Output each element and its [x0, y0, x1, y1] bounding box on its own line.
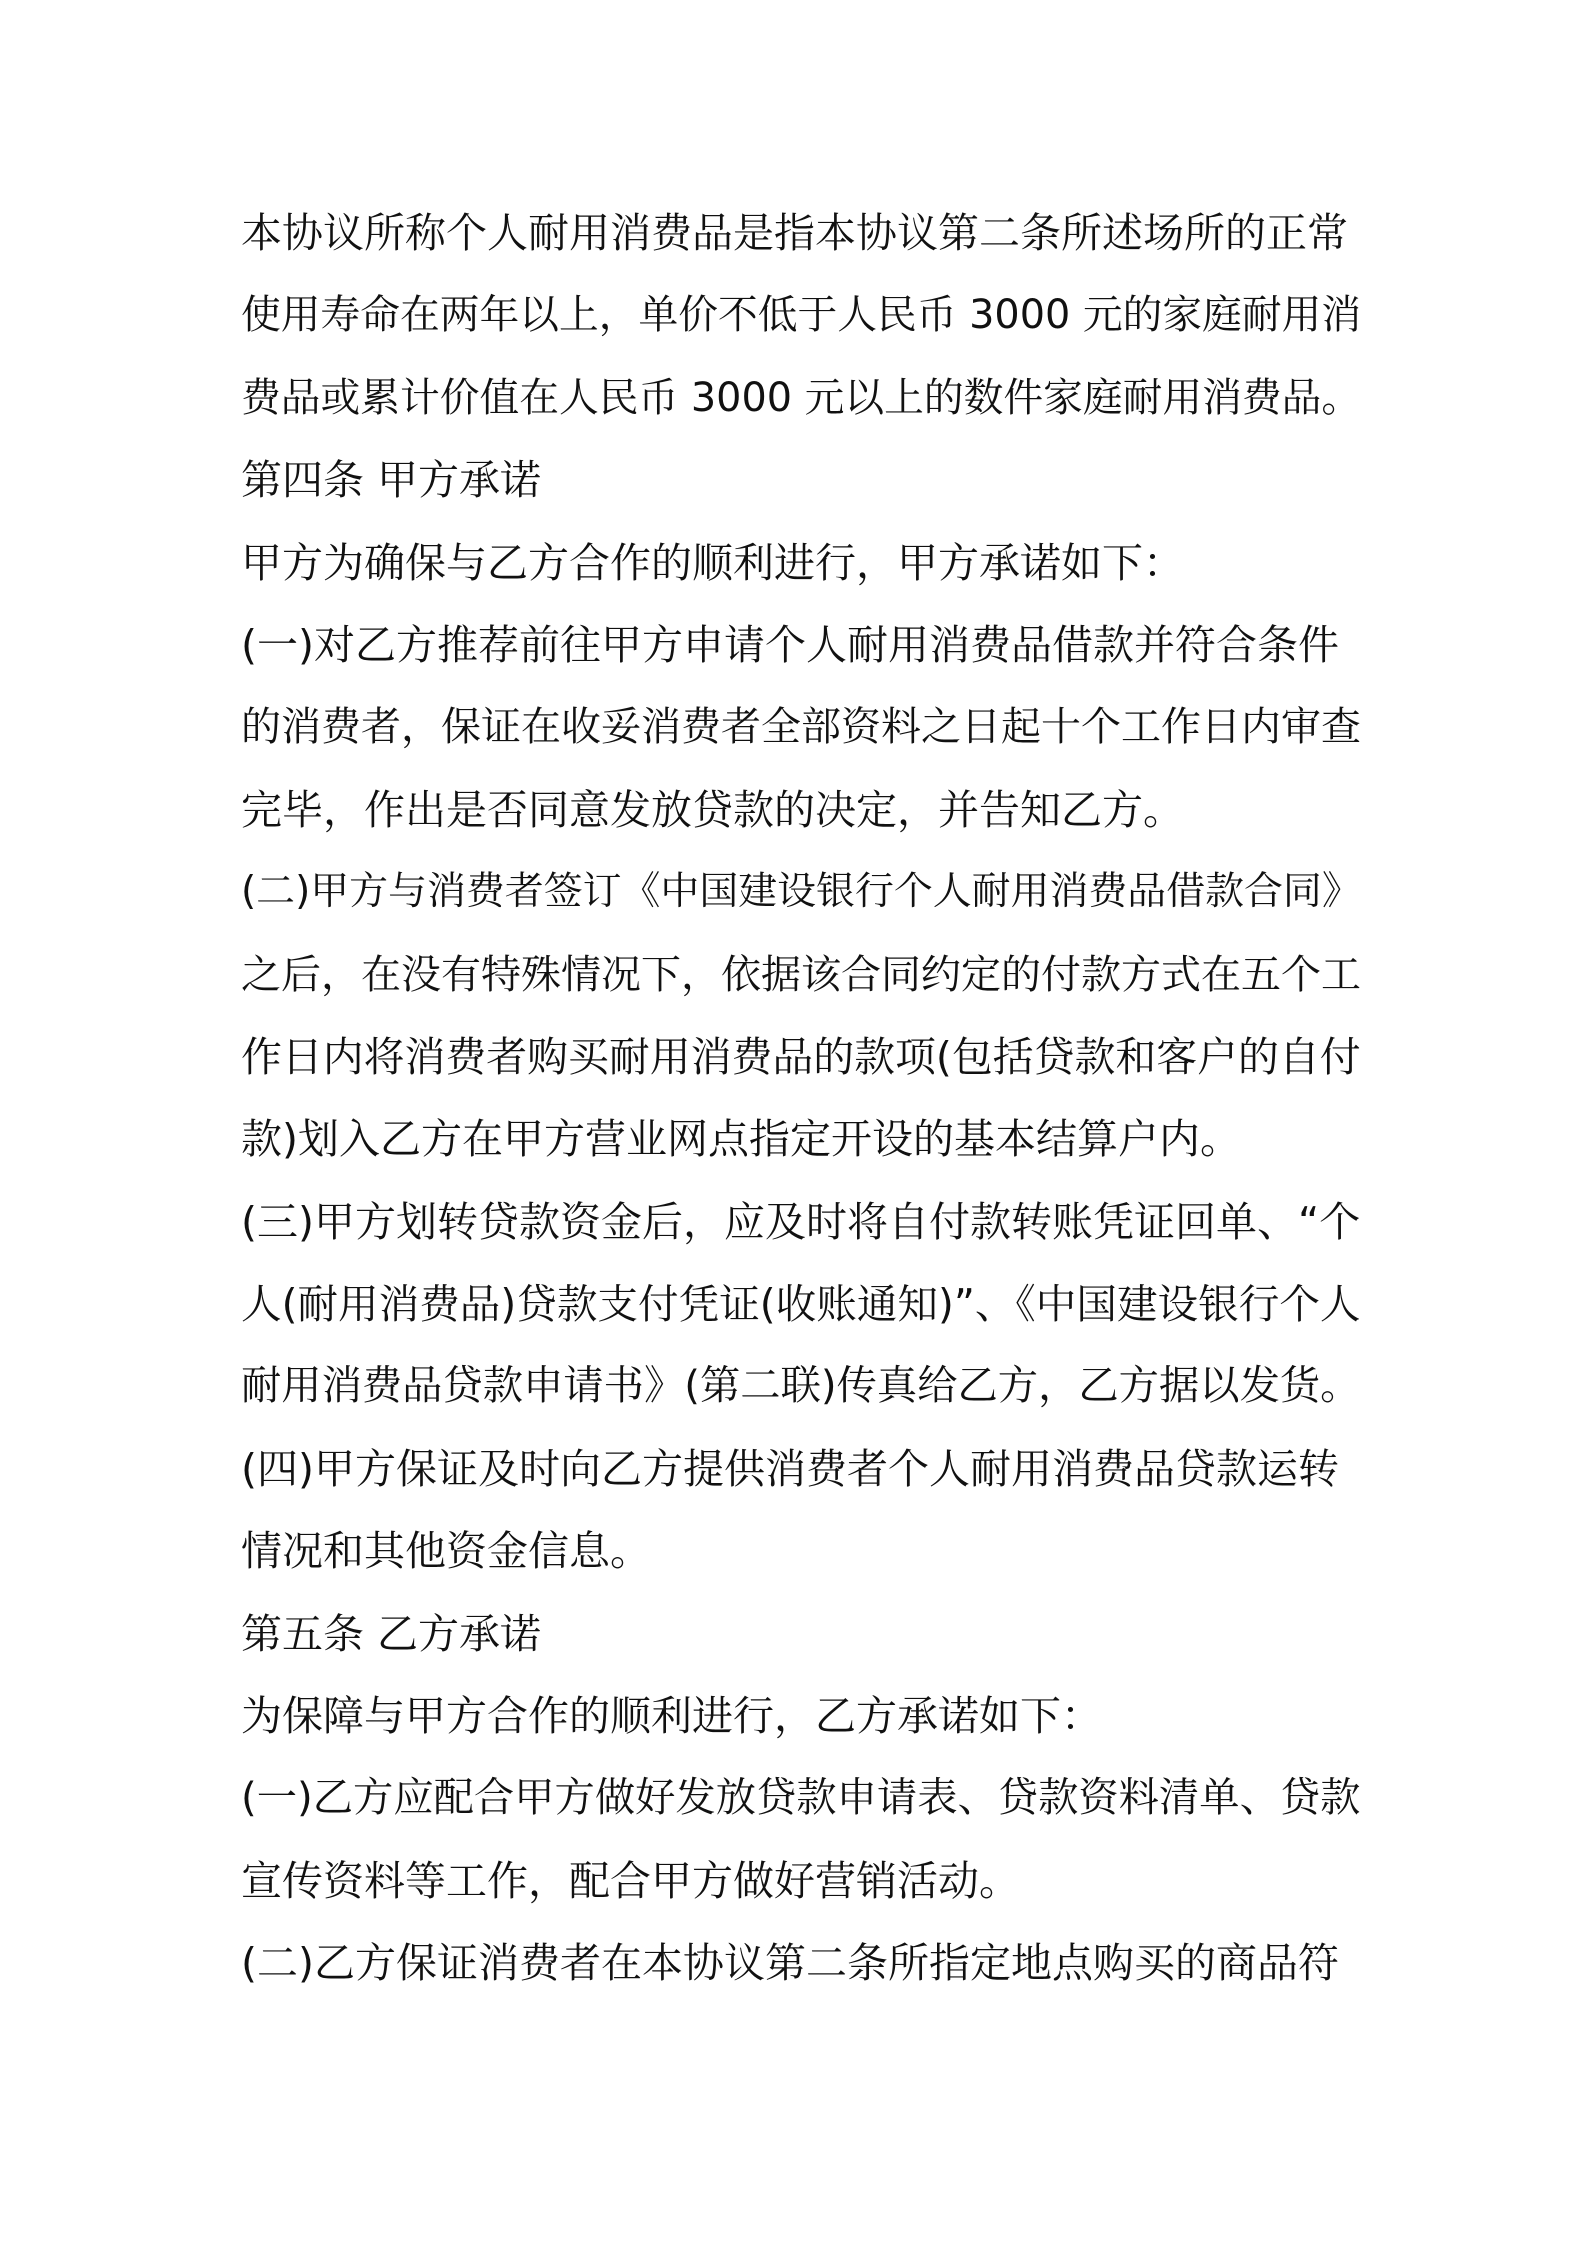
- paragraph-line: 作日内将消费者购买耐用消费品的款项(包括贷款和客户的自付: [241, 1032, 1361, 1081]
- paragraph-line: 完毕，作出是否同意发放贷款的决定，并告知乙方。: [241, 785, 1184, 834]
- paragraph-line: 人(耐用消费品)贷款支付凭证(收账通知)”、《中国建设银行个人: [241, 1280, 1361, 1329]
- paragraph-line: (一)乙方应配合甲方做好发放贷款申请表、贷款资料清单、贷款: [241, 1774, 1361, 1822]
- paragraph-line: 使用寿命在两年以上，单价不低于人民币 3000 元的家庭耐用消: [241, 292, 1362, 339]
- paragraph-line: 甲方为确保与乙方合作的顺利进行，甲方承诺如下：: [241, 538, 1184, 587]
- paragraph-line: (二)甲方与消费者签订《中国建设银行个人耐用消费品借款合同》: [241, 869, 1361, 915]
- paragraph-line: (一)对乙方推荐前往甲方申请个人耐用消费品借款并符合条件: [241, 620, 1339, 669]
- paragraph-line: 之后，在没有特殊情况下，依据该合同约定的付款方式在五个工: [241, 951, 1361, 998]
- paragraph-line: (三)甲方划转贷款资金后，应及时将自付款转账凭证回单、“个: [241, 1197, 1361, 1246]
- paragraph-line: 款)划入乙方在甲方营业网点指定开设的基本结算户内。: [241, 1115, 1241, 1164]
- paragraph-line: 情况和其他资金信息。: [241, 1527, 651, 1576]
- paragraph-line: 费品或累计价值在人民币 3000 元以上的数件家庭耐用消费品。: [241, 374, 1362, 421]
- paragraph-line: 为保障与甲方合作的顺利进行，乙方承诺如下：: [241, 1692, 1102, 1741]
- paragraph-line: (四)甲方保证及时向乙方提供消费者个人耐用消费品贷款运转: [241, 1444, 1339, 1493]
- article-heading: 第四条 甲方承诺: [241, 456, 542, 505]
- paragraph-line: 耐用消费品贷款申请书》(第二联)传真给乙方，乙方据以发货。: [241, 1362, 1361, 1410]
- article-heading: 第五条 乙方承诺: [241, 1609, 542, 1658]
- paragraph-line: 本协议所称个人耐用消费品是指本协议第二条所述场所的正常: [241, 209, 1348, 257]
- paragraph-line: (二)乙方保证消费者在本协议第二条所指定地点购买的商品符: [241, 1939, 1339, 1988]
- document-body: [241, 192, 1361, 2005]
- paragraph-line: 的消费者，保证在收妥消费者全部资料之日起十个工作日内审查: [241, 704, 1361, 751]
- paragraph-line: 宣传资料等工作，配合甲方做好营销活动。: [241, 1856, 1020, 1905]
